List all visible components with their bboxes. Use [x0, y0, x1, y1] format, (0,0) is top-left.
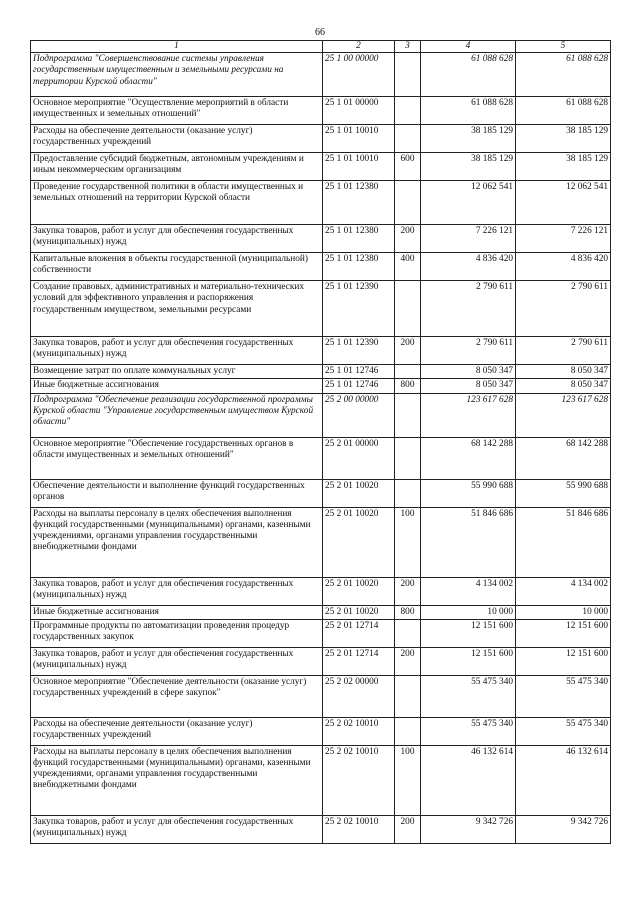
- row-name-cell: Предоставление субсидий бюджетным, автономным учреждениям и иным некоммерческим организациям: [31, 153, 323, 181]
- row-value-2-cell: 2 790 611: [516, 281, 611, 337]
- row-type-cell: [395, 281, 421, 337]
- row-type-cell: 200: [395, 815, 421, 843]
- row-code-cell: 25 1 01 10010: [323, 153, 395, 181]
- table-row: [31, 97, 611, 125]
- budget-table: [30, 40, 611, 844]
- row-code-cell: 25 2 02 10010: [323, 745, 395, 815]
- row-name-cell: Закупка товаров, работ и услуг для обеспечения государственных (муниципальных) нужд: [31, 815, 323, 843]
- row-type-cell: [395, 125, 421, 153]
- row-value-2-cell: 12 151 600: [516, 619, 611, 647]
- row-name-cell: Расходы на выплаты персоналу в целях обеспечения выполнения функций государственными (муниципальными) органами, казенными учреждениями, органами управления государственными внебюджетными фондами: [31, 745, 323, 815]
- row-code-cell: 25 2 01 10020: [323, 605, 395, 619]
- row-type-cell: [395, 675, 421, 717]
- row-name-cell: Проведение государственной политики в области имущественных и земельных отношений на территории Курской области: [31, 181, 323, 225]
- row-value-1-cell: 10 000: [421, 605, 516, 619]
- row-code-cell: 25 2 01 00000: [323, 437, 395, 479]
- row-type-cell: [395, 365, 421, 379]
- row-code-cell: 25 1 01 12746: [323, 379, 395, 393]
- row-value-1-cell: 4 836 420: [421, 253, 516, 281]
- table-row: [31, 717, 611, 745]
- row-value-1-cell: 8 050 347: [421, 365, 516, 379]
- row-value-2-cell: 7 226 121: [516, 225, 611, 253]
- row-code-cell: 25 1 01 10010: [323, 125, 395, 153]
- row-type-cell: 100: [395, 745, 421, 815]
- row-value-1-cell: 12 151 600: [421, 619, 516, 647]
- row-name-cell: Закупка товаров, работ и услуг для обеспечения государственных (муниципальных) нужд: [31, 577, 323, 605]
- row-type-cell: [395, 619, 421, 647]
- row-name-cell: Расходы на выплаты персоналу в целях обеспечения выполнения функций государственными (муниципальными) органами, казенными учреждениями, органами управления государственными внебюджетными фондами: [31, 507, 323, 577]
- row-name-cell: Возмещение затрат по оплате коммунальных услуг: [31, 365, 323, 379]
- row-value-1-cell: 2 790 611: [421, 281, 516, 337]
- row-name-cell: Иные бюджетные ассигнования: [31, 605, 323, 619]
- row-name-cell: Подпрограмма "Обеспечение реализации государственной программы Курской области "Управление государственным имуществом Курской области": [31, 393, 323, 437]
- row-name-cell: Основное мероприятие "Осуществление мероприятий в области имущественных и земельных отношений": [31, 97, 323, 125]
- row-code-cell: 25 1 01 12390: [323, 337, 395, 365]
- row-type-cell: 200: [395, 225, 421, 253]
- row-code-cell: 25 2 02 10010: [323, 815, 395, 843]
- header-col-5: 5: [516, 41, 611, 53]
- table-row: [31, 125, 611, 153]
- row-code-cell: 25 1 01 12380: [323, 253, 395, 281]
- row-name-cell: Обеспечение деятельности и выполнение функций государственных органов: [31, 479, 323, 507]
- row-code-cell: 25 1 00 00000: [323, 53, 395, 97]
- table-row: [31, 393, 611, 437]
- row-code-cell: 25 2 01 10020: [323, 507, 395, 577]
- row-value-2-cell: 4 836 420: [516, 253, 611, 281]
- row-name-cell: Создание правовых, административных и материально-технических условий для эффективного управления и распоряжения государственным имуществом, земельными ресурсами: [31, 281, 323, 337]
- row-value-2-cell: 8 050 347: [516, 365, 611, 379]
- row-value-1-cell: 2 790 611: [421, 337, 516, 365]
- row-value-1-cell: 9 342 726: [421, 815, 516, 843]
- table-row: [31, 675, 611, 717]
- row-value-2-cell: 8 050 347: [516, 379, 611, 393]
- row-type-cell: [395, 717, 421, 745]
- header-col-4: 4: [421, 41, 516, 53]
- row-value-2-cell: 4 134 002: [516, 577, 611, 605]
- row-code-cell: 25 1 01 12380: [323, 181, 395, 225]
- header-col-1: 1: [31, 41, 323, 53]
- row-value-2-cell: 38 185 129: [516, 153, 611, 181]
- table-row: [31, 379, 611, 393]
- row-type-cell: [395, 53, 421, 97]
- table-row: [31, 225, 611, 253]
- row-name-cell: Закупка товаров, работ и услуг для обеспечения государственных (муниципальных) нужд: [31, 647, 323, 675]
- row-value-1-cell: 68 142 288: [421, 437, 516, 479]
- row-type-cell: [395, 97, 421, 125]
- page-number: 66: [315, 27, 325, 38]
- row-name-cell: Капитальные вложения в объекты государственной (муниципальной) собственности: [31, 253, 323, 281]
- table-row: [31, 153, 611, 181]
- row-code-cell: 25 2 02 00000: [323, 675, 395, 717]
- row-value-2-cell: 9 342 726: [516, 815, 611, 843]
- row-value-2-cell: 2 790 611: [516, 337, 611, 365]
- table-row: [31, 815, 611, 843]
- header-col-3: 3: [395, 41, 421, 53]
- row-value-2-cell: 55 475 340: [516, 717, 611, 745]
- row-name-cell: Основное мероприятие "Обеспечение деятельности (оказание услуг) государственных учреждений в сфере закупок": [31, 675, 323, 717]
- row-name-cell: Закупка товаров, работ и услуг для обеспечения государственных (муниципальных) нужд: [31, 225, 323, 253]
- row-value-2-cell: 68 142 288: [516, 437, 611, 479]
- row-value-1-cell: 55 990 688: [421, 479, 516, 507]
- row-name-cell: Закупка товаров, работ и услуг для обеспечения государственных (муниципальных) нужд: [31, 337, 323, 365]
- row-name-cell: Подпрограмма "Совершенствование системы управления государственным имущественным и земельными ресурсами на территории Курской области": [31, 53, 323, 97]
- row-name-cell: Расходы на обеспечение деятельности (оказание услуг) государственных учреждений: [31, 125, 323, 153]
- row-name-cell: Расходы на обеспечение деятельности (оказание услуг) государственных учреждений: [31, 717, 323, 745]
- row-code-cell: 25 2 01 12714: [323, 619, 395, 647]
- table-row: [31, 647, 611, 675]
- row-value-2-cell: 10 000: [516, 605, 611, 619]
- table-row: [31, 181, 611, 225]
- header-col-2: 2: [323, 41, 395, 53]
- table-row: [31, 365, 611, 379]
- row-value-1-cell: 61 088 628: [421, 53, 516, 97]
- row-code-cell: 25 1 01 12380: [323, 225, 395, 253]
- header-row: [31, 41, 611, 53]
- row-value-1-cell: 46 132 614: [421, 745, 516, 815]
- row-code-cell: 25 2 02 10010: [323, 717, 395, 745]
- row-value-2-cell: 61 088 628: [516, 97, 611, 125]
- row-code-cell: 25 1 01 12390: [323, 281, 395, 337]
- table-row: [31, 437, 611, 479]
- row-value-2-cell: 38 185 129: [516, 125, 611, 153]
- table-row: [31, 619, 611, 647]
- row-type-cell: [395, 181, 421, 225]
- row-type-cell: 800: [395, 379, 421, 393]
- table-row: [31, 507, 611, 577]
- row-type-cell: 600: [395, 153, 421, 181]
- table-row: [31, 281, 611, 337]
- row-code-cell: 25 2 01 10020: [323, 577, 395, 605]
- row-code-cell: 25 2 01 12714: [323, 647, 395, 675]
- table-row: [31, 337, 611, 365]
- row-code-cell: 25 2 01 10020: [323, 479, 395, 507]
- row-type-cell: 200: [395, 647, 421, 675]
- table-row: [31, 577, 611, 605]
- row-value-2-cell: 55 475 340: [516, 675, 611, 717]
- row-type-cell: [395, 479, 421, 507]
- table-row: [31, 53, 611, 97]
- row-code-cell: 25 1 01 00000: [323, 97, 395, 125]
- row-value-2-cell: 51 846 686: [516, 507, 611, 577]
- table-row: [31, 605, 611, 619]
- table-row: [31, 253, 611, 281]
- row-value-2-cell: 55 990 688: [516, 479, 611, 507]
- row-value-1-cell: 55 475 340: [421, 675, 516, 717]
- row-value-1-cell: 123 617 628: [421, 393, 516, 437]
- row-value-1-cell: 38 185 129: [421, 125, 516, 153]
- row-value-1-cell: 61 088 628: [421, 97, 516, 125]
- row-value-1-cell: 55 475 340: [421, 717, 516, 745]
- row-code-cell: 25 1 01 12746: [323, 365, 395, 379]
- row-type-cell: 200: [395, 337, 421, 365]
- row-value-2-cell: 123 617 628: [516, 393, 611, 437]
- row-value-2-cell: 12 062 541: [516, 181, 611, 225]
- table-row: [31, 479, 611, 507]
- row-code-cell: 25 2 00 00000: [323, 393, 395, 437]
- row-value-1-cell: 7 226 121: [421, 225, 516, 253]
- row-value-1-cell: 4 134 002: [421, 577, 516, 605]
- row-type-cell: 400: [395, 253, 421, 281]
- table-row: [31, 745, 611, 815]
- row-type-cell: 100: [395, 507, 421, 577]
- row-type-cell: [395, 393, 421, 437]
- row-value-1-cell: 51 846 686: [421, 507, 516, 577]
- row-value-2-cell: 46 132 614: [516, 745, 611, 815]
- row-type-cell: 200: [395, 577, 421, 605]
- row-name-cell: Основное мероприятие "Обеспечение государственных органов в области имущественных и земельных отношений": [31, 437, 323, 479]
- row-value-1-cell: 38 185 129: [421, 153, 516, 181]
- row-value-1-cell: 8 050 347: [421, 379, 516, 393]
- row-value-2-cell: 12 151 600: [516, 647, 611, 675]
- row-type-cell: 800: [395, 605, 421, 619]
- row-value-1-cell: 12 062 541: [421, 181, 516, 225]
- row-type-cell: [395, 437, 421, 479]
- row-value-1-cell: 12 151 600: [421, 647, 516, 675]
- row-name-cell: Программные продукты по автоматизации проведения процедур государственных закупок: [31, 619, 323, 647]
- row-value-2-cell: 61 088 628: [516, 53, 611, 97]
- row-name-cell: Иные бюджетные ассигнования: [31, 379, 323, 393]
